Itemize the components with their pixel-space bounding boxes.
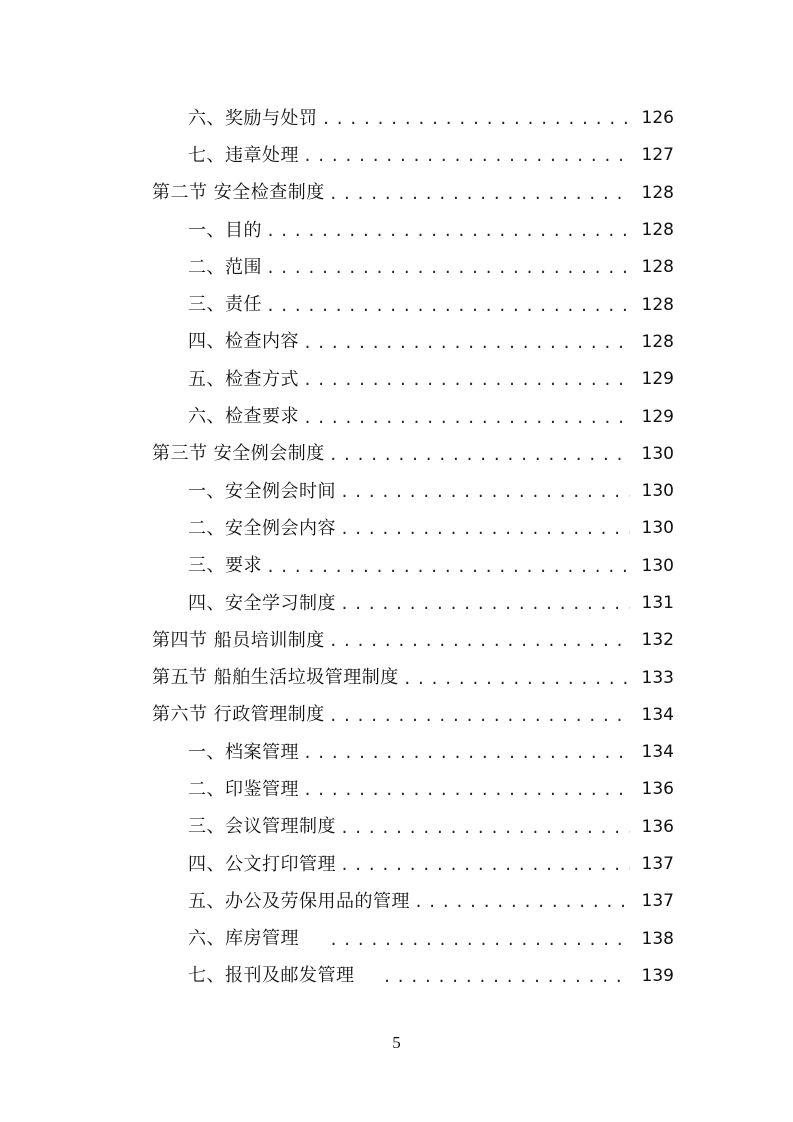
page-number-footer: 5 <box>392 1033 401 1052</box>
toc-entry-title: 五、办公及劳保用品的管理 <box>188 890 410 912</box>
toc-entry-title: 一、目的 <box>188 219 262 241</box>
toc-entry[interactable] <box>0 473 793 510</box>
dot-leader <box>383 970 631 985</box>
toc-page-number: 129 <box>641 369 674 390</box>
toc-page-number: 130 <box>641 555 674 576</box>
toc-page-number: 136 <box>641 779 674 800</box>
dot-leader <box>303 336 630 351</box>
dot-leader <box>322 112 631 127</box>
toc-entry-title: 五、检查方式 <box>188 368 299 390</box>
toc-entry-title: 七、违章处理 <box>188 144 299 166</box>
dot-leader <box>329 634 630 649</box>
toc-entry[interactable] <box>0 548 793 585</box>
dot-leader <box>329 187 630 202</box>
toc-entry[interactable] <box>0 212 793 249</box>
toc-page-number: 132 <box>641 630 674 651</box>
toc-entry-title: 第三节 安全例会制度 <box>152 443 325 465</box>
toc-entry-title: 第五节 船舶生活垃圾管理制度 <box>152 667 399 689</box>
dot-leader <box>266 299 630 314</box>
toc-page-number: 130 <box>641 518 674 539</box>
toc-section-entry[interactable] <box>0 697 793 734</box>
toc-entry-title: 六、库房管理 <box>188 928 299 950</box>
dot-leader <box>329 448 630 463</box>
toc-page-number: 137 <box>641 891 674 912</box>
toc-entry[interactable] <box>0 734 793 771</box>
toc-page-number: 127 <box>641 145 674 166</box>
toc-entry[interactable] <box>0 883 793 920</box>
dot-leader <box>340 522 630 537</box>
toc-entry-title: 三、责任 <box>188 294 262 316</box>
dot-leader <box>266 560 630 575</box>
dot-leader <box>340 485 630 500</box>
dot-leader <box>340 821 630 836</box>
toc-entry[interactable] <box>0 958 793 995</box>
dot-leader <box>340 597 630 612</box>
toc-entry[interactable] <box>0 249 793 286</box>
toc-page-number: 128 <box>641 294 674 315</box>
toc-entry-title: 三、要求 <box>188 555 262 577</box>
toc-entry-title: 四、公文打印管理 <box>188 853 336 875</box>
dot-leader <box>340 858 630 873</box>
dot-leader <box>329 709 630 724</box>
toc-section-entry[interactable] <box>0 175 793 212</box>
toc-page-number: 134 <box>641 742 674 763</box>
dot-leader <box>266 261 630 276</box>
dot-leader <box>403 672 630 687</box>
toc-page-number: 129 <box>641 406 674 427</box>
toc-entry[interactable] <box>0 100 793 137</box>
toc-entry-title: 六、检查要求 <box>188 406 299 428</box>
toc-page-number: 126 <box>641 108 674 129</box>
dot-leader <box>303 746 630 761</box>
dot-leader <box>329 933 630 948</box>
dot-leader <box>303 149 630 164</box>
toc-entry[interactable] <box>0 921 793 958</box>
toc-entry-title: 六、奖励与处罚 <box>188 107 318 129</box>
toc-entry-title: 三、会议管理制度 <box>188 816 336 838</box>
toc-entry[interactable] <box>0 361 793 398</box>
toc-page-number: 128 <box>641 331 674 352</box>
toc-entry-title: 一、安全例会时间 <box>188 480 336 502</box>
dot-leader <box>303 373 630 388</box>
toc-page-number: 134 <box>641 704 674 725</box>
toc-entry-title: 二、印鉴管理 <box>188 778 299 800</box>
toc-entry[interactable] <box>0 398 793 435</box>
dot-leader <box>266 224 630 239</box>
toc-entry-title: 第六节 行政管理制度 <box>152 704 325 726</box>
toc-section-entry[interactable] <box>0 622 793 659</box>
toc-entry-title: 第四节 船员培训制度 <box>152 629 325 651</box>
toc-entry-title: 四、检查内容 <box>188 331 299 353</box>
dot-leader <box>414 895 630 910</box>
toc-page-number: 136 <box>641 816 674 837</box>
toc-entry[interactable] <box>0 324 793 361</box>
toc-entry-title: 七、报刊及邮发管理 <box>188 965 355 987</box>
dot-leader <box>303 783 630 798</box>
toc-page-number: 128 <box>641 257 674 278</box>
toc-entry[interactable] <box>0 585 793 622</box>
toc-entry[interactable] <box>0 846 793 883</box>
dot-leader <box>303 411 630 426</box>
toc-page-number: 128 <box>641 220 674 241</box>
toc-entry[interactable] <box>0 286 793 323</box>
toc-entry[interactable] <box>0 510 793 547</box>
toc-section-entry[interactable] <box>0 436 793 473</box>
toc-page-number: 130 <box>641 481 674 502</box>
table-of-contents <box>0 100 793 995</box>
toc-page-number: 130 <box>641 443 674 464</box>
toc-entry-title: 四、安全学习制度 <box>188 592 336 614</box>
toc-page-number: 128 <box>641 182 674 203</box>
toc-entry[interactable] <box>0 771 793 808</box>
toc-section-entry[interactable] <box>0 659 793 696</box>
toc-page-number: 131 <box>641 593 674 613</box>
toc-page-number: 133 <box>641 667 674 688</box>
toc-entry-title: 二、范围 <box>188 256 262 278</box>
toc-page-number: 139 <box>641 965 674 986</box>
toc-entry-title: 二、安全例会内容 <box>188 517 336 539</box>
toc-page-number: 138 <box>641 928 674 949</box>
toc-entry[interactable] <box>0 809 793 846</box>
toc-entry-title: 第二节 安全检查制度 <box>152 182 325 204</box>
toc-entry[interactable] <box>0 137 793 174</box>
toc-entry-title: 一、档案管理 <box>188 741 299 763</box>
toc-page-number: 137 <box>641 854 674 875</box>
